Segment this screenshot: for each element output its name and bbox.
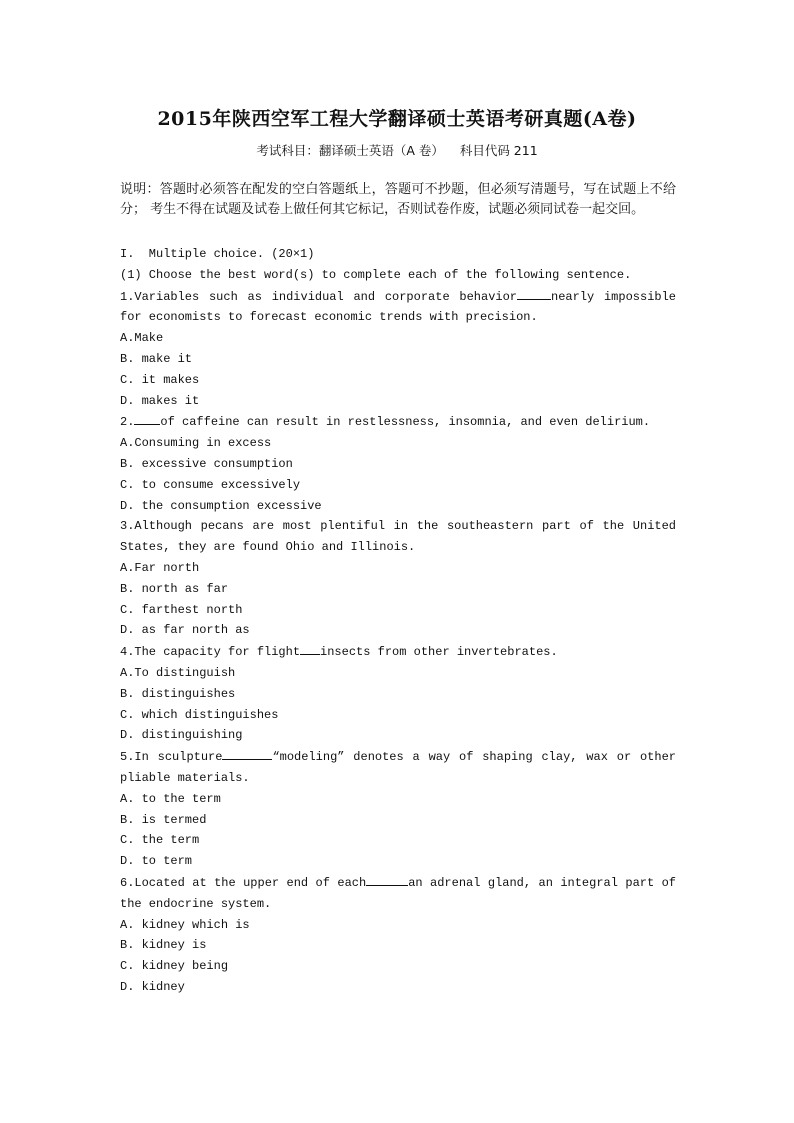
- question-2-stem-after: of caffeine can result in restlessness, insomnia, and even delirium.: [160, 415, 651, 430]
- exam-subtitle: [0, 141, 794, 159]
- question-3-option-c: C. farthest north: [120, 602, 243, 617]
- answer-blank: [222, 746, 272, 760]
- question-2-option-a: A.Consuming in excess: [120, 436, 272, 451]
- question-6-option-b: B. kidney is: [120, 938, 207, 953]
- question-1-option-d: D. makes it: [120, 393, 200, 408]
- question-2: [120, 411, 676, 433]
- question-6-stem-after: an adrenal gland, an integral part of the endocrine system.: [120, 875, 676, 911]
- question-6-option-a: A. kidney which is: [120, 917, 250, 932]
- question-6-option-c: C. kidney being: [120, 959, 229, 974]
- answer-blank: [366, 872, 408, 886]
- section-heading: I. Multiple choice. (20×1): [120, 247, 315, 261]
- question-5-option-b: B. is termed: [120, 812, 207, 827]
- question-4-option-d: D. distinguishing: [120, 728, 243, 743]
- question-2-option-c: C. to consume excessively: [120, 477, 301, 492]
- question-3-stem: 3.Although pecans are most plentiful in the southeastern part of the United States, they are found Ohio and Illinois.: [120, 519, 676, 555]
- question-1: [120, 286, 676, 329]
- question-6-stem-before: 6.Located at the upper end of each: [120, 875, 367, 890]
- question-6: [120, 872, 676, 915]
- question-4-option-b: B. distinguishes: [120, 686, 236, 701]
- answer-blank: [517, 286, 551, 300]
- question-3-option-b: B. north as far: [120, 581, 229, 596]
- question-3-option-a: A.Far north: [120, 560, 200, 575]
- question-5-option-a: A. to the term: [120, 791, 221, 806]
- question-2-stem-before: 2.: [120, 415, 135, 430]
- question-1-stem-before: 1.Variables such as individual and corporate behavior: [120, 289, 518, 304]
- instructions: 说明：答题时必须答在配发的空白答题纸上，答题可不抄题，但必须写清题号，写在试题上不给分； 考生不得在试题及试卷上做任何其它标记，否则试卷作废，试题必须同试卷一起交回。: [120, 182, 676, 217]
- question-4-stem-before: 4.The capacity for flight: [120, 645, 301, 660]
- subject-label: 考试科目：翻译硕士英语（A 卷）: [256, 143, 444, 158]
- question-3-option-d: D. as far north as: [120, 623, 250, 638]
- answer-blank: [134, 411, 160, 425]
- question-1-option-c: C. it makes: [120, 372, 200, 387]
- question-4-stem-after: insects from other invertebrates.: [320, 645, 558, 660]
- question-5-option-d: D. to term: [120, 854, 193, 869]
- question-1-option-a: A.Make: [120, 331, 164, 346]
- question-2-option-b: B. excessive consumption: [120, 456, 293, 471]
- question-4: [120, 641, 676, 663]
- subject-code: 科目代码 211: [459, 143, 538, 158]
- exam-body: [120, 244, 676, 998]
- question-4-option-c: C. which distinguishes: [120, 707, 279, 722]
- question-1-stem-after: nearly impossible for economists to forecast economic trends with precision.: [120, 289, 676, 325]
- question-5-stem-before: 5.In sculpture: [120, 750, 223, 765]
- question-3: [120, 516, 676, 558]
- question-6-option-d: D. kidney: [120, 979, 185, 994]
- question-1-option-b: B. make it: [120, 351, 193, 366]
- question-4-option-a: A.To distinguish: [120, 665, 236, 680]
- section-subheading: (1) Choose the best word(s) to complete each of the following sentence.: [120, 267, 632, 282]
- question-5-option-c: C. the term: [120, 833, 200, 848]
- question-5-stem-after: “modeling” denotes a way of shaping clay, wax or other pliable materials.: [120, 750, 676, 785]
- question-2-option-d: D. the consumption excessive: [120, 498, 322, 513]
- answer-blank: [300, 641, 320, 655]
- question-5: [120, 746, 676, 789]
- page-title: 2015年陕西空军工程大学翻译硕士英语考研真题(A卷): [157, 108, 637, 130]
